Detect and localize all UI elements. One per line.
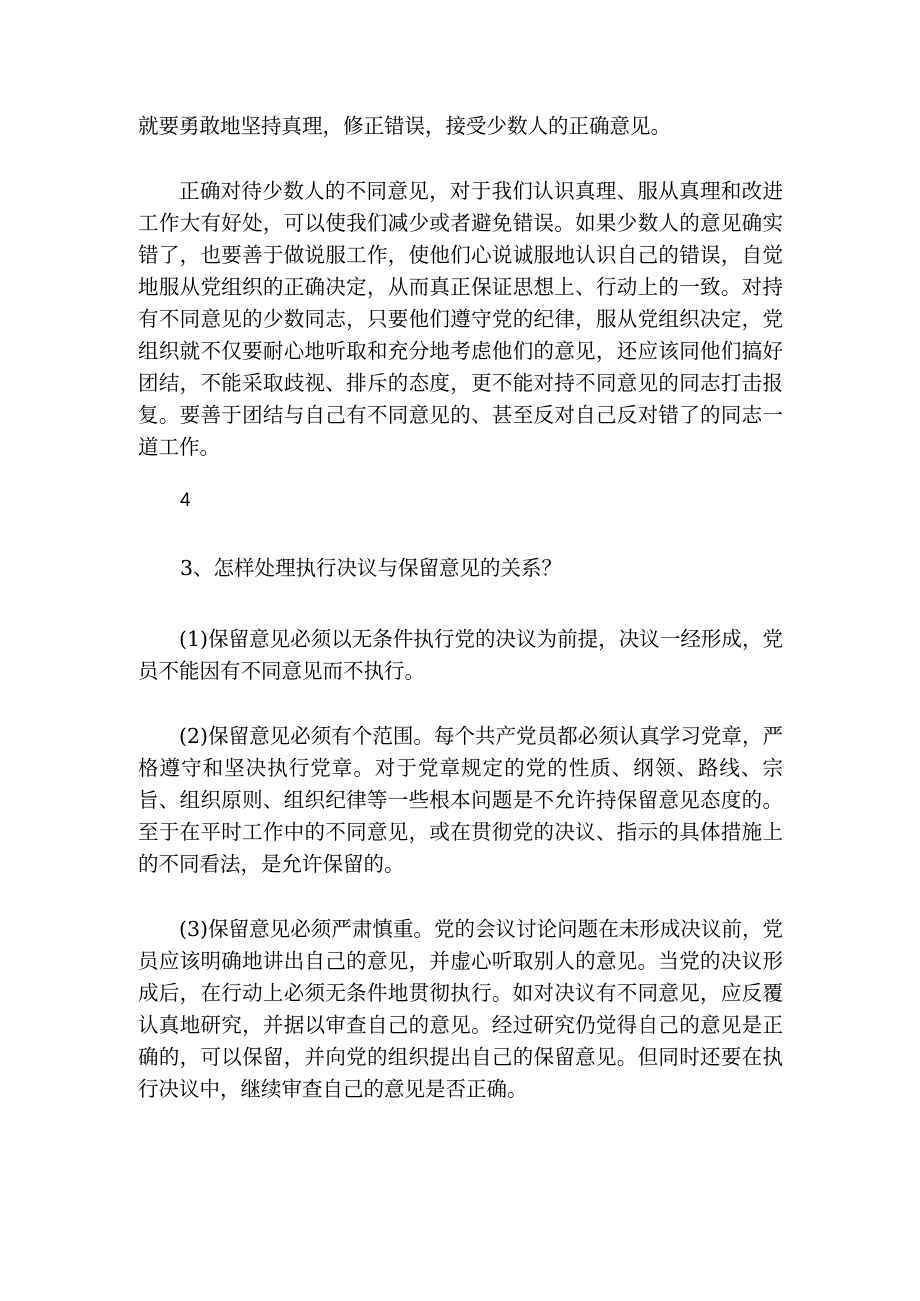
page-number: 4: [180, 490, 191, 511]
paragraph-point-3: (3)保留意见必须严肃慎重。党的会议讨论问题在未形成决议前，党员应该明确地讲出自己的意见，并虚心听取别人的意见。当党的决议形成后，在行动上必须无条件地贯彻执行。如对决议有不同意见，应反覆认真地研究，并据以审查自己的意见。经过研究仍觉得自己的意见是正确的，可以保留，并向党的组织提出自己的保留意见。但同时还要在执行决议中，继续审查自己的意见是否正确。: [138, 917, 783, 1101]
paragraph-continuation: 就要勇敢地坚持真理，修正错误，接受少数人的正确意见。: [138, 114, 671, 138]
paragraph-point-2: (2)保留意见必须有个范围。每个共产党员都必须认真学习党章，严格遵守和坚决执行党章。对于党章规定的党的性质、纲领、路线、宗旨、组织原则、组织纪律等一些根本问题是不允许持保留意见态度的。至于在平时工作中的不同意见，或在贯彻党的决议、指示的具体措施上的不同看法，是允许保留的。: [138, 724, 783, 876]
question-heading: 3、怎样处理执行决议与保留意见的关系？: [180, 556, 563, 580]
paragraph-point-1: (1)保留意见必须以无条件执行党的决议为前提，决议一经形成，党员不能因有不同意见而不执行。: [138, 627, 783, 683]
paragraph-minority-opinions: 正确对待少数人的不同意见，对于我们认识真理、服从真理和改进工作大有好处，可以使我们减少或者避免错误。如果少数人的意见确实错了，也要善于做说服工作，使他们心说诚服地认识自己的错误，自觉地服从党组织的正确决定，从而真正保证思想上、行动上的一致。对持有不同意见的少数同志，只要他们遵守党的纪律，服从党组织决定，党组织就不仅要耐心地听取和充分地考虑他们的意见，还应该同他们搞好团结，不能采取歧视、排斥的态度，更不能对持不同意见的同志打击报复。要善于团结与自己有不同意见的、甚至反对自己反对错了的同志一道工作。: [138, 179, 783, 459]
